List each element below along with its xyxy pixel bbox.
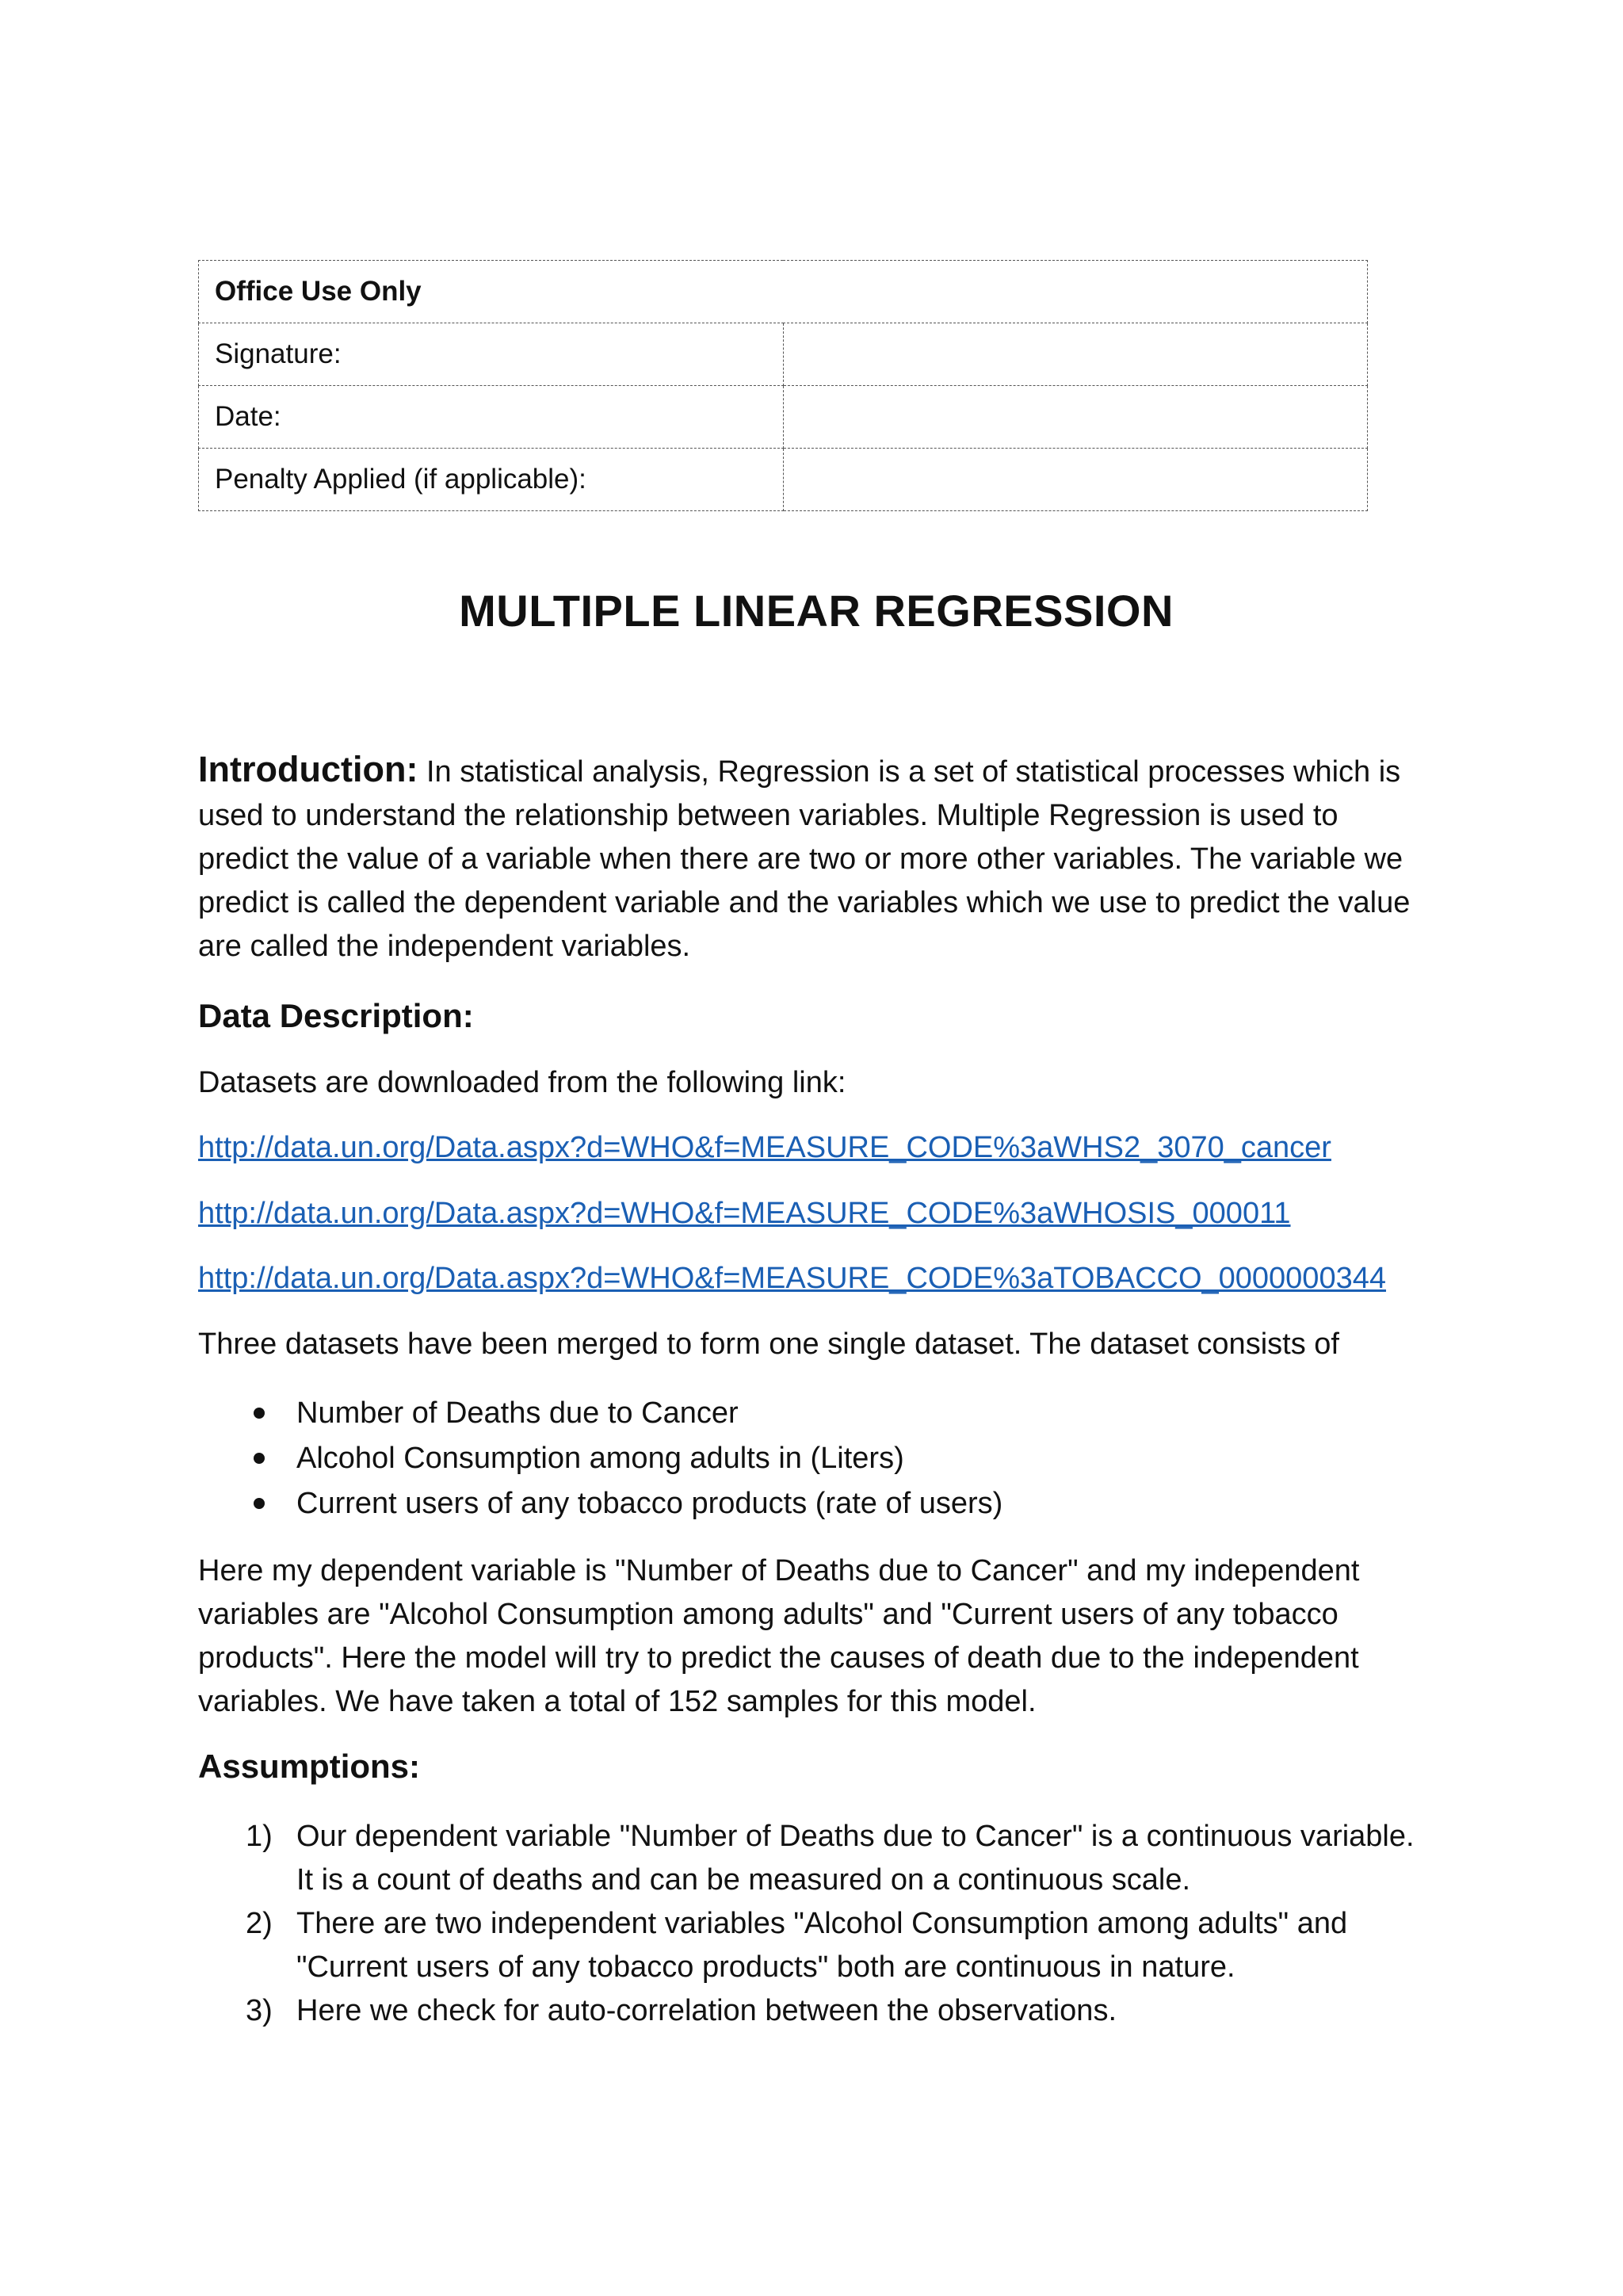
penalty-field[interactable] [783,449,1368,511]
office-table-row-penalty [199,449,1368,511]
document-title: MULTIPLE LINEAR REGRESSION [459,586,1174,636]
list-item-text: Number of Deaths due to Cancer [296,1396,739,1430]
list-item-text: Here we check for auto-correlation between the observations. [296,1994,1117,2027]
data-description-heading: Data Description: [198,997,474,1034]
datasets-intro-line: Datasets are downloaded from the following link: [198,1066,846,1099]
bullet-icon [254,1453,265,1464]
assumptions-heading: Assumptions: [198,1748,421,1785]
list-item-number: 3) [246,1994,273,2027]
office-use-table [198,260,1368,511]
list-item [198,1481,1434,1526]
merge-line: Three datasets have been merged to form one single dataset. The dataset consists of [198,1328,1339,1361]
list-item-text: There are two independent variables "Alcohol Consumption among adults" and "Current users of any tobacco products" both are continuous in nature. [296,1907,1348,1984]
office-table-header-row [199,261,1368,323]
date-label: Date: [199,386,784,449]
list-item-text: Our dependent variable "Number of Deaths due to Cancer" is a continuous variable. It is a count of deaths and can be measured on a continuous scale. [296,1820,1415,1897]
office-table-row-date [199,386,1368,449]
bullet-icon [254,1498,265,1509]
dataset-link-cancer[interactable]: http://data.un.org/Data.aspx?d=WHO&f=MEASURE_CODE%3aWHS2_3070_cancer [198,1131,1331,1164]
list-item [198,1391,1434,1436]
penalty-label: Penalty Applied (if applicable): [199,449,784,511]
introduction-text: In statistical analysis, Regression is a set of statistical processes which is used to understand the relationship between variables. Multiple Regression is used to predict the value of a variable when there are two or more other variables. The variable we predict is called the dependent variable and the variables which we use to predict the value are called the independent variables. [198,755,1411,963]
list-item-text: Current users of any tobacco products (rate of users) [296,1487,1003,1520]
variables-paragraph: Here my dependent variable is "Number of Deaths due to Cancer" and my independent variables are "Alcohol Consumption among adults" and "Current users of any tobacco products". Here the model will try to predict the causes of death due to the independent variables. We have taken a total of 152 samples for this model. [198,1554,1360,1718]
list-item-text: Alcohol Consumption among adults in (Liters) [296,1442,904,1475]
list-item [198,1436,1434,1481]
assumptions-list [198,1815,1434,2033]
list-item-number: 1) [246,1820,273,1853]
dataset-variables-list [198,1391,1434,1526]
dataset-link-tobacco[interactable]: http://data.un.org/Data.aspx?d=WHO&f=MEASURE_CODE%3aTOBACCO_0000000344 [198,1262,1386,1295]
office-table-row-signature [199,323,1368,386]
introduction-label: Introduction: [198,749,418,789]
dataset-link-whosis[interactable]: http://data.un.org/Data.aspx?d=WHO&f=MEASURE_CODE%3aWHOSIS_000011 [198,1197,1291,1230]
office-use-only-header: Office Use Only [199,261,1368,323]
introduction-paragraph [198,747,1434,968]
list-item [198,1815,1434,1902]
bullet-icon [254,1408,265,1419]
list-item [198,1902,1434,1989]
list-item [198,1989,1434,2033]
signature-label: Signature: [199,323,784,386]
date-field[interactable] [783,386,1368,449]
signature-field[interactable] [783,323,1368,386]
list-item-number: 2) [246,1907,273,1940]
